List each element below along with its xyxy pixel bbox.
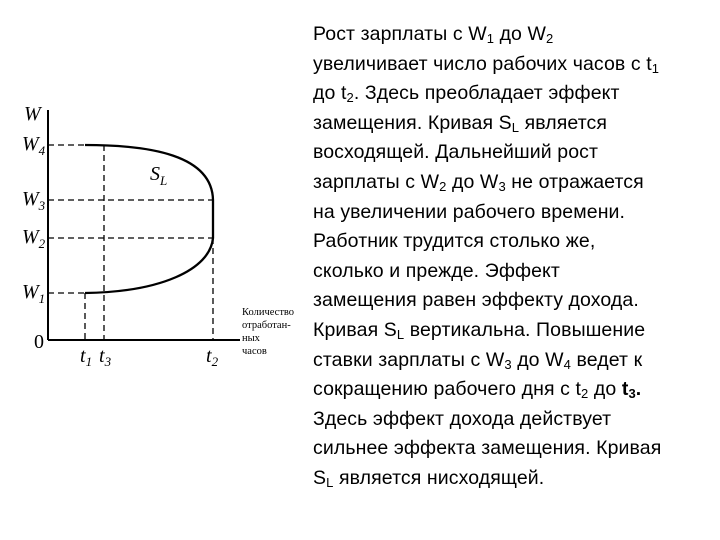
x-axis-caption-line: часов: [242, 346, 267, 357]
text-line: [313, 227, 713, 257]
text-run: 1: [486, 31, 495, 46]
text-run: замещения равен эффекту дохода.: [313, 289, 639, 312]
x-axis-caption-line: отработан-: [242, 320, 291, 331]
x-axis-caption-line: Количество: [242, 307, 295, 318]
text-line: [313, 138, 713, 168]
text-run: S: [313, 466, 327, 489]
text-line: [313, 79, 713, 109]
text-run: до W: [511, 348, 564, 371]
text-run: L: [396, 326, 405, 342]
text-run: не отражается: [505, 170, 644, 193]
text-run: до: [588, 378, 622, 401]
explanation-text: [313, 20, 713, 494]
wage-label-w2: $W_2$: [22, 226, 46, 251]
text-run: 3: [628, 386, 636, 402]
text-run: является нисходящей.: [333, 466, 545, 489]
y-axis-label: W: [24, 103, 41, 125]
text-line: [313, 168, 713, 198]
text-run: ведет к: [571, 348, 643, 371]
text-line: [313, 316, 713, 346]
text-line: [313, 257, 713, 287]
text-line: [313, 375, 713, 405]
wage-label-w3: $W_3$: [22, 188, 46, 213]
text-line: [313, 198, 713, 228]
text-run: Рост зарплаты с W: [313, 23, 487, 45]
text-line: [313, 405, 713, 435]
origin-label: 0: [34, 331, 44, 353]
text-run: 2: [346, 90, 354, 106]
curve-label-sl: $S_L$: [150, 163, 168, 188]
text-line: [313, 50, 713, 80]
text-run: сильнее эффекта замещения. Кривая: [313, 437, 662, 460]
text-run: Здесь эффект дохода действует: [313, 407, 612, 430]
text-run: L: [326, 474, 334, 490]
text-run: 4: [563, 356, 571, 372]
text-run: 3: [498, 178, 506, 194]
text-line: [313, 464, 713, 494]
text-run: увеличивает число рабочих часов с t: [313, 52, 652, 75]
text-run: до W: [446, 170, 499, 193]
text-run: зарплаты с W: [313, 170, 440, 193]
text-run: ставки зарплаты с W: [313, 348, 505, 371]
guide-lines: [48, 145, 213, 340]
text-run: .: [635, 378, 642, 401]
wage-label-w1: $W_1$: [22, 281, 46, 306]
text-run: 2: [581, 386, 589, 402]
text-run: 2: [439, 178, 447, 194]
text-run: сколько и прежде. Эффект: [313, 259, 560, 282]
text-run: 3: [504, 356, 512, 372]
text-run: Работник трудится столько же,: [313, 230, 596, 253]
text-run: является: [519, 111, 608, 134]
time-label-t2: $t_2$: [206, 345, 219, 369]
text-line: [313, 434, 713, 464]
text-run: восходящей. Дальнейший рост: [313, 141, 599, 164]
x-axis-caption: [242, 307, 294, 357]
text-run: Кривая S: [313, 318, 397, 341]
x-axis-caption-line: ных: [242, 333, 260, 344]
wage-label-w4: $W_4$: [22, 133, 46, 158]
text-run: на увеличении рабочего времени.: [313, 200, 626, 223]
text-run: сокращению рабочего дня с t: [313, 378, 582, 401]
text-run: t: [621, 378, 629, 401]
text-line: [313, 346, 713, 376]
text-line: [313, 20, 713, 50]
text-line: [313, 286, 713, 316]
text-run: L: [511, 119, 520, 135]
text-run: до W: [494, 23, 547, 45]
labor-supply-diagram: [0, 0, 305, 420]
text-run: . Здесь преобладает эффект: [353, 82, 620, 105]
text-run: до t: [313, 82, 347, 105]
text-run: 2: [546, 31, 554, 46]
text-line: [313, 109, 713, 139]
text-run: вертикальна. Повышение: [404, 318, 646, 341]
time-label-t3: $t_3$: [99, 345, 112, 369]
time-label-t1: $t_1$: [80, 345, 93, 369]
text-run: 1: [651, 60, 660, 76]
text-run: замещения. Кривая S: [313, 111, 512, 134]
